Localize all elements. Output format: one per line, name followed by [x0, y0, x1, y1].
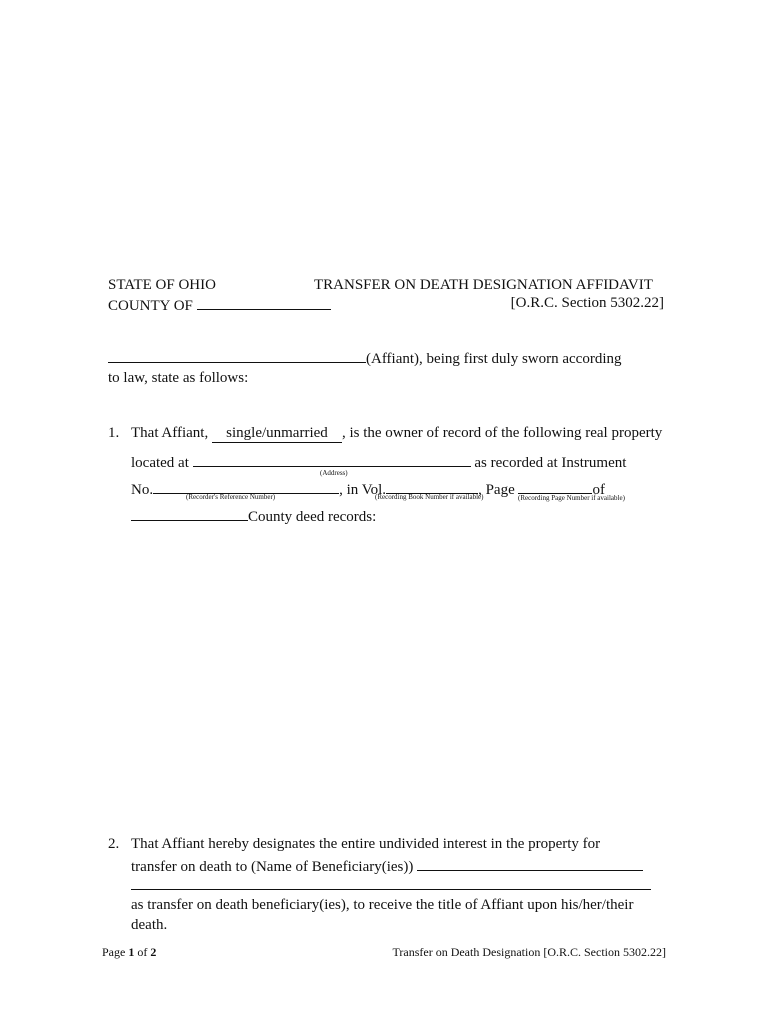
- county-deed-blank[interactable]: [131, 507, 248, 521]
- page-number-blank[interactable]: [518, 480, 592, 494]
- affiant-name-blank[interactable]: [108, 349, 366, 363]
- marital-status-field[interactable]: single/unmarried: [212, 426, 342, 443]
- item-2-line-2: [131, 857, 643, 875]
- book-number-caption: (Recording Book Number if available): [375, 493, 484, 501]
- item-2-line-4: death.: [131, 917, 168, 933]
- address-blank[interactable]: [193, 453, 471, 467]
- page-number: 1: [128, 945, 135, 959]
- item-1-number: 1.: [108, 425, 120, 441]
- county-blank[interactable]: [197, 296, 331, 310]
- item-1-suffix: , is the owner of record of the following real property: [341, 425, 663, 441]
- page-number-caption: (Recording Page Number if available): [518, 494, 625, 502]
- page-total: 2: [150, 945, 157, 959]
- state-label: STATE OF OHIO: [108, 277, 216, 293]
- beneficiary-name-blank[interactable]: [417, 857, 643, 871]
- footer-title: Transfer on Death Designation [O.R.C. Section 5302.22]: [392, 945, 666, 959]
- document-title: TRANSFER ON DEATH DESIGNATION AFFIDAVIT: [314, 277, 653, 293]
- beneficiary-name-blank-2[interactable]: [131, 889, 651, 890]
- county-label: COUNTY OF: [108, 298, 193, 314]
- page-indicator: [102, 946, 156, 958]
- affiant-line: [108, 349, 622, 367]
- county-line: [108, 296, 331, 314]
- item-1-prefix: That Affiant,: [131, 425, 209, 441]
- located-at-label: located at: [131, 455, 189, 471]
- item-1-line-4: [131, 507, 376, 525]
- item-2-line-3: as transfer on death beneficiary(ies), to receive the title of Affiant upon his/her/their: [131, 897, 634, 913]
- no-label: No.: [131, 482, 154, 498]
- item-1-line-2: [131, 453, 626, 471]
- book-number-blank[interactable]: [386, 480, 478, 494]
- recorded-at-label: as recorded at Instrument: [474, 455, 627, 471]
- of-label: of: [592, 482, 605, 498]
- affiant-text: (Affiant), being first duly sworn according: [366, 351, 622, 367]
- county-deed-label: County deed records:: [248, 509, 377, 525]
- intro-line-2: to law, state as follows:: [108, 370, 249, 386]
- of-word: of: [137, 945, 148, 959]
- item-2-line-1: That Affiant hereby designates the entire undivided interest in the property for: [131, 836, 601, 852]
- reference-number-blank[interactable]: [153, 480, 339, 494]
- beneficiary-label: transfer on death to (Name of Beneficiary(ies)): [131, 859, 414, 875]
- reference-number-caption: (Recorder's Reference Number): [186, 493, 276, 501]
- statute-reference: [O.R.C. Section 5302.22]: [510, 295, 664, 311]
- item-1-line-1: [131, 426, 662, 443]
- address-caption: (Address): [320, 469, 348, 477]
- page-label: , Page: [478, 482, 515, 498]
- page-word: Page: [102, 945, 126, 959]
- item-2-number: 2.: [108, 836, 120, 852]
- in-vol-label: , in Vol.: [339, 482, 387, 498]
